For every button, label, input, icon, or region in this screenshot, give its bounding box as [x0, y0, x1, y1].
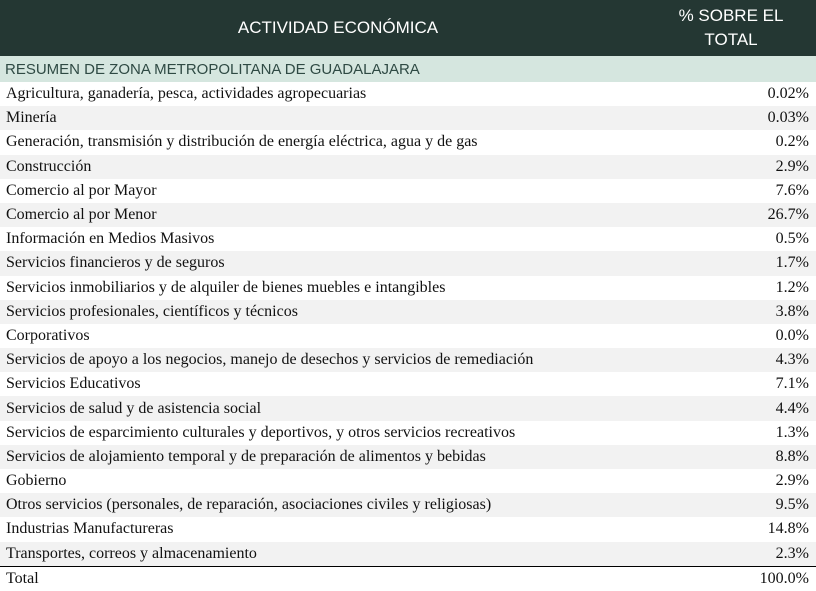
activity-name: Minería: [6, 109, 57, 127]
activity-name: Información en Medios Masivos: [6, 230, 215, 248]
activity-percent: 3.8%: [775, 302, 809, 320]
activity-name: Servicios de esparcimiento culturales y deportivos, y otros servicios recreativos: [6, 423, 516, 441]
table-row: [0, 324, 816, 348]
activity-name: Generación, transmisión y distribución de energía eléctrica, agua y de gas: [6, 133, 478, 151]
activity-percent: 0.0%: [775, 326, 809, 344]
activity-name: Servicios Educativos: [6, 375, 141, 393]
table-row: [0, 542, 816, 566]
activity-name: Servicios de apoyo a los negocios, manejo de desechos y servicios de remediación: [6, 351, 534, 369]
total-row: [0, 566, 816, 591]
activity-percent: 0.03%: [767, 109, 809, 127]
total-value: 100.0%: [759, 569, 809, 587]
table-row: [0, 421, 816, 445]
activity-percent: 1.3%: [775, 423, 809, 441]
activity-percent: 7.1%: [775, 375, 809, 393]
table-row: [0, 227, 816, 251]
table-row: [0, 445, 816, 469]
activity-name: Agricultura, ganadería, pesca, actividades agropecuarias: [6, 85, 367, 103]
activity-percent: 7.6%: [775, 181, 809, 199]
activity-name: Comercio al por Mayor: [6, 181, 157, 199]
activity-name: Otros servicios (personales, de reparación, asociaciones civiles y religiosas): [6, 496, 492, 514]
activity-percent: 9.5%: [775, 496, 809, 514]
table-body: [0, 82, 816, 566]
total-label: Total: [6, 569, 39, 587]
activity-name: Transportes, correos y almacenamiento: [6, 544, 257, 562]
activity-name: Servicios financieros y de seguros: [6, 254, 225, 272]
activity-percent: 8.8%: [775, 447, 809, 465]
table-row: [0, 493, 816, 517]
activity-name: Construcción: [6, 157, 92, 175]
section-label: RESUMEN DE ZONA METROPOLITANA DE GUADALAJARA: [0, 56, 816, 82]
activity-percent: 0.2%: [775, 133, 809, 151]
activity-name: Servicios profesionales, científicos y técnicos: [6, 302, 298, 320]
table-row: [0, 300, 816, 324]
activity-name: Industrias Manufactureras: [6, 520, 174, 538]
activity-name: Comercio al por Menor: [6, 206, 157, 224]
activity-percent: 0.02%: [767, 85, 809, 103]
activity-percent: 14.8%: [767, 520, 809, 538]
activity-percent: 4.4%: [775, 399, 809, 417]
activity-percent: 4.3%: [775, 351, 809, 369]
table-header: [0, 0, 816, 56]
table-row: [0, 348, 816, 372]
table-row: [0, 203, 816, 227]
header-percent: % SOBRE EL TOTAL: [678, 6, 784, 49]
activity-percent: 1.2%: [775, 278, 809, 296]
activity-percent: 2.9%: [775, 472, 809, 490]
table-row: [0, 251, 816, 275]
activity-percent: 2.3%: [775, 544, 809, 562]
activity-percent: 26.7%: [767, 206, 809, 224]
table-row: [0, 469, 816, 493]
table-row: [0, 276, 816, 300]
table-row: [0, 372, 816, 396]
activity-percent: 0.5%: [775, 230, 809, 248]
table-row: [0, 155, 816, 179]
activity-name: Gobierno: [6, 472, 67, 490]
activity-name: Servicios inmobiliarios y de alquiler de bienes muebles e intangibles: [6, 278, 446, 296]
table-row: [0, 106, 816, 130]
activity-percent: 1.7%: [775, 254, 809, 272]
activity-name: Corporativos: [6, 326, 90, 344]
activity-percent: 2.9%: [775, 157, 809, 175]
activity-name: Servicios de alojamiento temporal y de preparación de alimentos y bebidas: [6, 447, 486, 465]
table-row: [0, 517, 816, 541]
header-activity: ACTIVIDAD ECONÓMICA: [237, 18, 439, 37]
table-row: [0, 179, 816, 203]
table-row: [0, 82, 816, 106]
header-percent-wrap: [646, 0, 816, 56]
table-row: [0, 396, 816, 420]
table-row: [0, 130, 816, 154]
activity-name: Servicios de salud y de asistencia social: [6, 399, 262, 417]
